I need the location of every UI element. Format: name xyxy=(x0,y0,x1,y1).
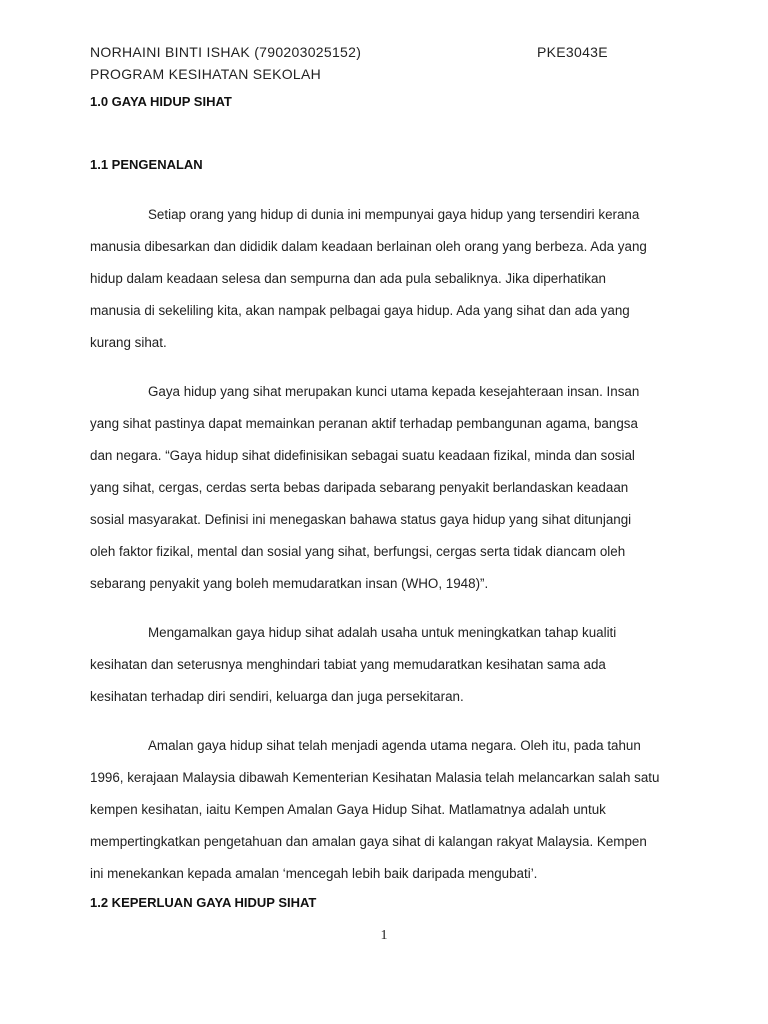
paragraph-line: mempertingkatkan pengetahuan dan amalan gaya sihat di kalangan rakyat Malaysia. Kempen xyxy=(90,834,647,849)
paragraph-line: ini menekankan kepada amalan ‘mencegah lebih baik daripada mengubati’. xyxy=(90,866,538,881)
paragraph-line: kempen kesihatan, iaitu Kempen Amalan Gaya Hidup Sihat. Matlamatnya adalah untuk xyxy=(90,802,606,817)
paragraph-line: sebarang penyakit yang boleh memudaratkan insan (WHO, 1948)”. xyxy=(90,576,489,591)
page-number: 1 xyxy=(380,928,388,943)
paragraph-line: kurang sihat. xyxy=(90,335,167,350)
paragraph-line: kesihatan terhadap diri sendiri, keluarga dan juga persekitaran. xyxy=(90,689,464,704)
paragraph-3 xyxy=(90,617,690,713)
paragraph-1 xyxy=(90,199,690,359)
paragraph-line: Setiap orang yang hidup di dunia ini mempunyai gaya hidup yang tersendiri kerana xyxy=(148,207,640,222)
paragraph-2 xyxy=(90,376,690,600)
paragraph-line: Amalan gaya hidup sihat telah menjadi agenda utama negara. Oleh itu, pada tahun xyxy=(148,738,641,753)
paragraph-line: yang sihat pastinya dapat memainkan peranan aktif terhadap pembangunan agama, bangsa xyxy=(90,416,638,431)
paragraph-line: manusia di sekeliling kita, akan nampak pelbagai gaya hidup. Ada yang sihat dan ada yang xyxy=(90,303,630,318)
paragraph-4 xyxy=(90,730,690,890)
paragraph-line: Mengamalkan gaya hidup sihat adalah usaha untuk meningkatkan tahap kualiti xyxy=(148,625,617,640)
paragraph-line: yang sihat, cergas, cerdas serta bebas daripada sebarang penyakit berlandaskan keadaan xyxy=(90,480,629,495)
section-heading-1-1: 1.1 PENGENALAN xyxy=(90,157,203,172)
paragraph-line: oleh faktor fizikal, mental dan sosial yang sihat, berfungsi, cergas serta tidak diancam oleh xyxy=(90,544,626,559)
paragraph-line: 1996, kerajaan Malaysia dibawah Kementerian Kesihatan Malasia telah melancarkan salah satu xyxy=(90,770,660,785)
paragraph-line: sosial masyarakat. Definisi ini menegaskan bahawa status gaya hidup yang sihat ditunjangi xyxy=(90,512,632,527)
paragraph-line: Gaya hidup yang sihat merupakan kunci utama kepada kesejahteraan insan. Insan xyxy=(148,384,640,399)
paragraph-line: kesihatan dan seterusnya menghindari tabiat yang memudaratkan kesihatan sama ada xyxy=(90,657,606,672)
header-author: NORHAINI BINTI ISHAK (790203025152) xyxy=(90,44,362,60)
header-program: PROGRAM KESIHATAN SEKOLAH xyxy=(90,66,322,82)
paragraph-line: dan negara. “Gaya hidup sihat didefinisikan sebagai suatu keadaan fizikal, minda dan sosial xyxy=(90,448,635,463)
section-heading-1-2: 1.2 KEPERLUAN GAYA HIDUP SIHAT xyxy=(90,895,317,910)
paragraph-line: hidup dalam keadaan selesa dan sempurna dan ada pula sebaliknya. Jika diperhatikan xyxy=(90,271,606,286)
section-heading-1-0: 1.0 GAYA HIDUP SIHAT xyxy=(90,94,232,109)
paragraph-line: manusia dibesarkan dan dididik dalam keadaan berlainan oleh orang yang berbeza. Ada yang xyxy=(90,239,647,254)
header-course-code: PKE3043E xyxy=(537,44,608,60)
